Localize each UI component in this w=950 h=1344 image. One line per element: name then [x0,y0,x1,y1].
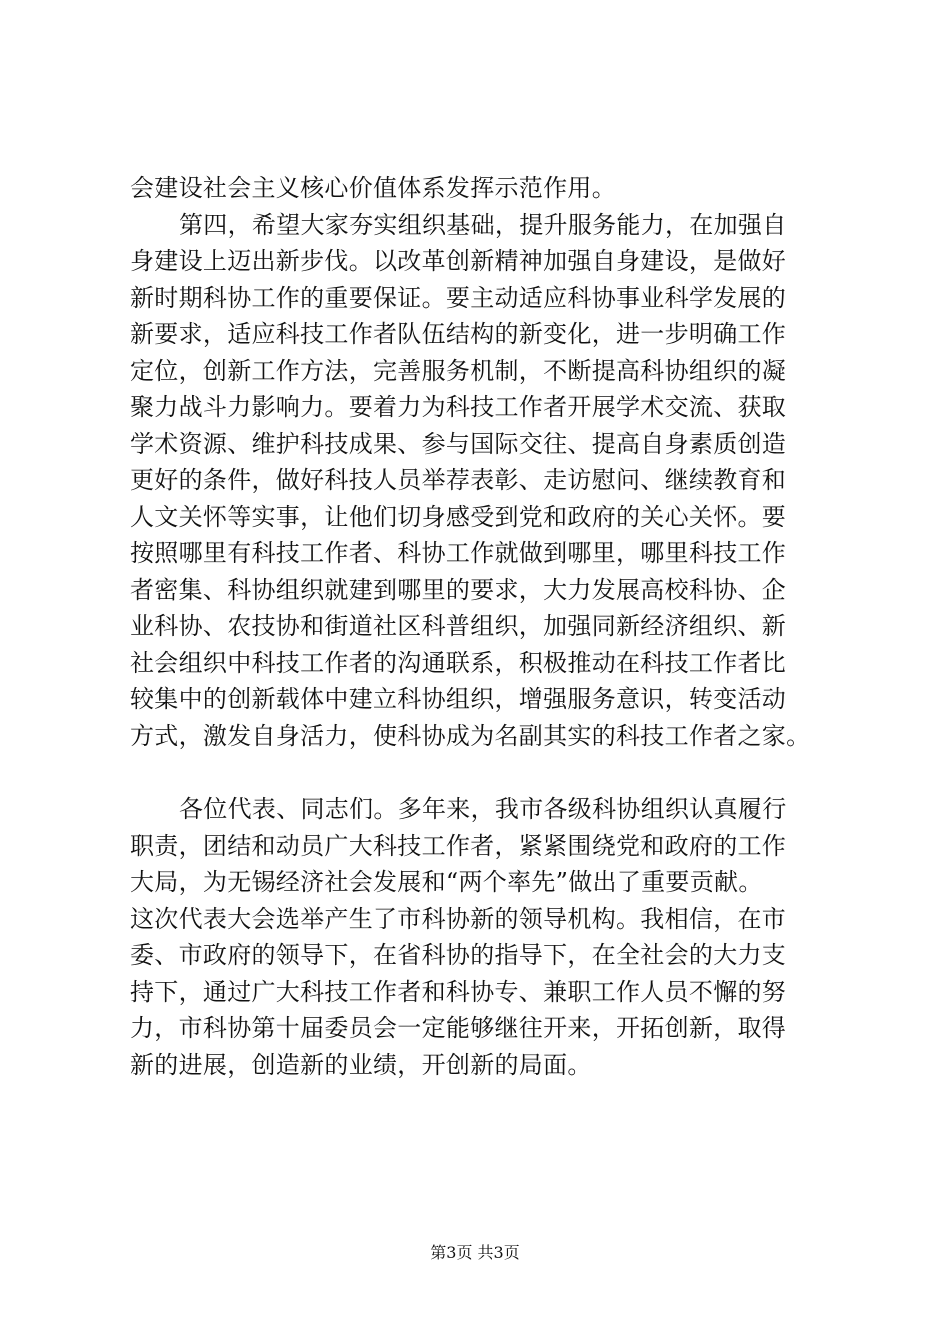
text-line: 各位代表、同志们。多年来，我市各级科协组织认真履行 [179,795,787,823]
text-line: 更好的条件，做好科技人员举荐表彰、走访慰问、继续教育和 [130,466,787,494]
text-line: 人文关怀等实事，让他们切身感受到党和政府的关心关怀。要 [130,502,787,531]
text-line: 持下，通过广大科技工作者和科协专、兼职工作人员不懈的努 [130,977,787,1006]
text-line: 者密集、科协组织就建到哪里的要求，大力发展高校科协、企 [130,575,787,604]
text-line: 方式，激发自身活力，使科协成为名副其实的科技工作者之家。 [130,721,811,750]
text-line: 新要求，适应科技工作者队伍结构的新变化，进一步明确工作 [130,320,787,348]
text-line: 定位，创新工作方法，完善服务机制，不断提高科协组织的凝 [130,356,787,385]
body-text [130,170,850,1083]
text-line: 第四，希望大家夯实组织基础，提升服务能力，在加强自 [179,210,787,239]
text-line: 学术资源、维护科技成果、参与国际交往、提高自身素质创造 [130,429,787,458]
text-line: 职责，团结和动员广大科技工作者，紧紧围绕党和政府的工作 [130,831,787,860]
page-footer [0,1243,950,1263]
page-number: 第3页 共3页 [430,1243,520,1262]
text-line: 按照哪里有科技工作者、科协工作就做到哪里，哪里科技工作 [130,539,787,567]
text-line: 新时期科协工作的重要保证。要主动适应科协事业科学发展的 [130,283,787,312]
text-line: 身建设上迈出新步伐。以改革创新精神加强自身建设，是做好 [130,247,787,275]
text-line: 委、市政府的领导下，在省科协的指导下，在全社会的大力支 [130,941,787,969]
text-line: 大局，为无锡经济社会发展和“两个率先”做出了重要贡献。 [130,868,763,896]
text-line: 这次代表大会选举产生了市科协新的领导机构。我相信，在市 [130,904,787,933]
paragraph-3 [130,791,850,1083]
text-line: 会建设社会主义核心价值体系发挥示范作用。 [130,174,616,202]
text-line: 力，市科协第十届委员会一定能够继往开来，开拓创新，取得 [130,1014,787,1042]
text-line: 新的进展，创造新的业绩，开创新的局面。 [130,1050,592,1079]
text-line: 社会组织中科技工作者的沟通联系，积极推动在科技工作者比 [130,648,787,677]
text-line: 业科协、农技协和街道社区科普组织，加强同新经济组织、新 [130,612,787,640]
text-line: 聚力战斗力影响力。要着力为科技工作者开展学术交流、获取 [130,393,787,421]
text-line: 较集中的创新载体中建立科协组织，增强服务意识，转变活动 [130,685,787,713]
paragraph-gap [130,754,850,791]
paragraph-1 [130,170,850,207]
paragraph-2 [130,207,850,755]
